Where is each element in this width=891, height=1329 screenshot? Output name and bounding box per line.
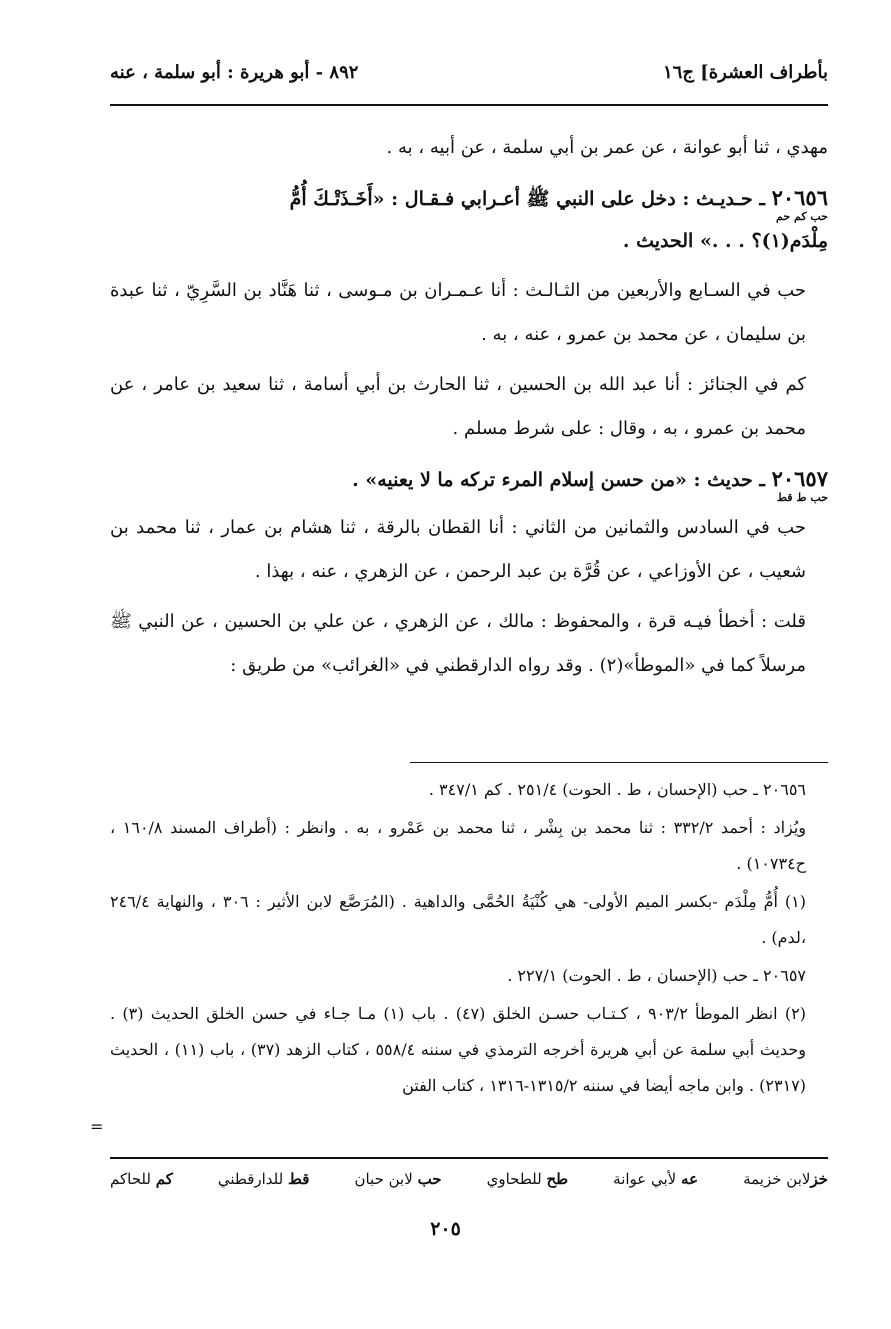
continuation-line: مهدي ، ثنا أبو عوانة ، عن عمر بن أبي سلمة ، عن أبيه ، به . xyxy=(386,137,828,158)
hadith-heading-continuation: مِلْدَم(١)؟ . . .» الحديث . xyxy=(622,230,828,252)
paragraph-qultu: قلت : أخطأ فيـه قرة ، والمحفوظ : مالك ، عن الزهري ، عن علي بن الحسين ، عن النبي ﷺ مرسلاً كما في «الموطأ»(٢) . وقد رواه الدارقطني في «الغرائب» من طريق : xyxy=(110,611,806,676)
paragraph-hibban-2: حب في السادس والثمانين من الثاني : أنا القطان بالرقة ، ثنا هشام بن عمار ، ثنا محمد بن شعيب ، عن الأوزاعي ، عن قُرَّة بن عبد الرحمن ، عن الزهري ، عنه ، بهذا . xyxy=(110,517,806,582)
continuation-mark: = xyxy=(90,1117,104,1136)
abbr-item: حب لابن حبان xyxy=(354,1170,442,1188)
abbr-item: كم للحاكم xyxy=(110,1170,173,1188)
footnote-1: ٢٠٦٥٦ ـ حب (الإحسان ، ط . الحوت) ٢٥١/٤ . كم ٣٤٧/١ . xyxy=(428,780,806,799)
hadith-number: ٢٠٦٥٦ xyxy=(771,185,828,210)
paragraph-hibban: حب في السـابع والأربعين من الثـالـث : أنا عـمـران بن مـوسى ، ثنا هَنَّاد بن السَّرِيّ ، ثنا عبدة بن سليمان ، عن محمد بن عمرو ، عنه ، به . xyxy=(110,280,806,345)
footnote-4: ٢٠٦٥٧ ـ حب (الإحسان ، ط . الحوت) ٢٢٧/١ . xyxy=(507,966,806,985)
section-title: ٨٩٢ - أبو هريرة : أبو سلمة ، عنه xyxy=(110,61,359,83)
header-divider xyxy=(110,104,828,106)
abbr-item: خزلابن خزيمة xyxy=(743,1170,828,1188)
hadith-number: ٢٠٦٥٧ xyxy=(771,466,828,491)
abbr-item: طح للطحاوي xyxy=(486,1170,569,1188)
paragraph-hakim: كم في الجنائز : أنا عبد الله بن الحسين ، ثنا الحارث بن أبي أسامة ، ثنا سعيد بن عامر ، عن محمد بن عمرو ، به ، وقال : على شرط مسلم . xyxy=(110,374,806,439)
footnote-2: ويُزاد : أحمد ٣٣٢/٢ : ثنا محمد بن بِشْر ، ثنا محمد بن عَمْرو ، به . وانظر : (أطراف المسند ١٦٠/٨ ، ح١٠٧٣٤) . xyxy=(110,818,807,873)
footnote-3: (١) أُمُّ مِلْدَم -بكسر الميم الأولى- هي كُنْيَةُ الحُمَّى والداهية . (المُرَصَّع لابن الأثير : ٣٠٦ ، والنهاية ٢٤٦/٤ ،لدم) . xyxy=(110,892,807,947)
source-sigla: حب كم حم xyxy=(776,210,828,223)
abbreviation-divider xyxy=(110,1157,828,1159)
footnotes xyxy=(110,772,828,1106)
abbr-item: قط للدارقطني xyxy=(217,1170,310,1188)
page-number: ٢٠٥ xyxy=(430,1218,461,1240)
source-sigla: حب ط قط xyxy=(776,491,828,504)
book-title: بأطراف العشرة] ج١٦ xyxy=(662,61,828,83)
abbr-item: عه لأبي عوانة xyxy=(613,1170,699,1188)
hadith-20657 xyxy=(110,457,828,504)
running-header xyxy=(110,52,828,92)
main-text xyxy=(110,126,828,694)
hadith-20656 xyxy=(110,176,828,263)
hadith-heading-text: ـ حديث : «من حسن إسلام المرء تركه ما لا يعنيه» . xyxy=(352,469,772,491)
footnote-5: (٢) انظر الموطأ ٩٠٣/٢ ، كـتـاب حسـن الخلق (٤٧) . باب (١) مـا جـاء في حسن الخلق الحديث (٣) . وحديث أبي سلمة عن أبي هريرة أخرجه الترمذي في سننه ٥٥٨/٤ ، كتاب الزهد (٣٧) ، باب (١١) ، الحديث (٢٣١٧) . وابن ماجه أيضا في سننه ١٣١٥/٢-١٣١٦ ، كتاب الفتن xyxy=(110,1004,807,1095)
abbreviation-key xyxy=(110,1164,828,1194)
footnote-divider xyxy=(410,762,828,763)
hadith-heading-text: ـ حـديـث : دخل على النبي ﷺ أعـرابي فـقـال : «أَخَـذَتْـكَ أُمُّ xyxy=(289,188,772,210)
